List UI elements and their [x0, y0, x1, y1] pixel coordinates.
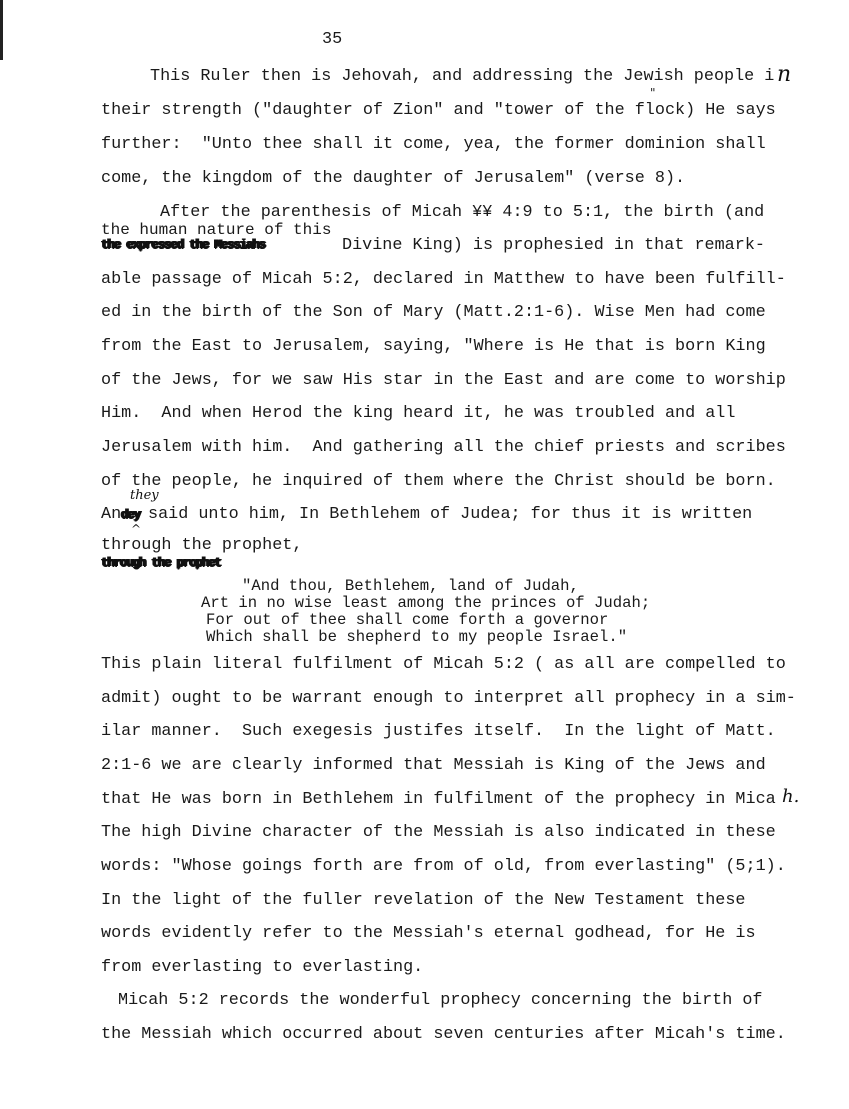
handwritten-correction: h.	[782, 786, 800, 807]
text-line: Divine King) is prophesied in that remark-	[342, 236, 765, 255]
text-line: Micah 5:2 records the wonderful prophecy concerning the birth of	[118, 991, 763, 1010]
text-line: ed in the birth of the Son of Mary (Matt.2:1-6). Wise Men had come	[101, 303, 766, 322]
text-line: 2:1-6 we are clearly informed that Messiah is King of the Jews and	[101, 756, 766, 775]
text-line: The high Divine character of the Messiah is also indicated in these	[101, 823, 776, 842]
struck-out-text: through the prophet	[101, 555, 221, 570]
text-line: through the prophet,	[101, 536, 303, 555]
text-line: In the light of the fuller revelation of the New Testament these	[101, 891, 746, 910]
handwritten-insertion: they	[130, 488, 159, 503]
text-line: After the parenthesis of Micah ¥¥ 4:9 to 5:1, the birth (and	[160, 203, 765, 222]
text-line: of the Jews, for we saw His star in the East and are come to worship	[101, 371, 786, 390]
text-line: from the East to Jerusalem, saying, "Where is He that is born King	[101, 337, 766, 356]
text-line: An	[101, 505, 122, 524]
inserted-line: the human nature of this	[101, 221, 332, 239]
text-line: the Messiah which occurred about seven centuries after Micah's time.	[101, 1025, 786, 1044]
text-line: their strength ("daughter of Zion" and "tower of the flock) He says	[101, 101, 776, 120]
caret-mark: ^	[131, 522, 142, 536]
verse-line: Art in no wise least among the princes of Judah;	[201, 594, 651, 612]
text-line: This plain literal fulfilment of Micah 5:2 ( as all are compelled to	[101, 655, 786, 674]
page-number: 35	[322, 30, 343, 49]
text-line: come, the kingdom of the daughter of Jerusalem" (verse 8).	[101, 169, 686, 188]
verse-line: Which shall be shepherd to my people Israel."	[206, 628, 628, 646]
text-line: words evidently refer to the Messiah's eternal godhead, for He is	[101, 924, 756, 943]
text-line: admit) ought to be warrant enough to interpret all prophecy in a sim-	[101, 689, 796, 708]
text-line: Jerusalem with him. And gathering all the chief priests and scribes	[101, 438, 786, 457]
text-line: that He was born in Bethlehem in fulfilment of the prophecy in Mica	[101, 790, 776, 809]
struck-out-text: the expressed the Messiahs	[101, 237, 265, 252]
text-line: further: "Unto thee shall it come, yea, the former dominion shall	[101, 135, 766, 154]
verse-line: For out of thee shall come forth a governor	[206, 611, 609, 629]
verse-line: "And thou, Bethlehem, land of Judah,	[242, 577, 579, 595]
handwritten-correction: n	[777, 62, 792, 87]
handwritten-quote: "	[650, 86, 656, 100]
text-line: This Ruler then is Jehovah, and addressing the Jewish people i	[150, 67, 775, 86]
text-line: from everlasting to everlasting.	[101, 958, 424, 977]
text-line: words: "Whose goings forth are from of old, from everlasting" (5;1).	[101, 857, 786, 876]
struck-out-text: dey	[121, 507, 140, 522]
text-line: able passage of Micah 5:2, declared in Matthew to have been fulfill-	[101, 270, 786, 289]
text-line: ilar manner. Such exegesis justifes itself. In the light of Matt.	[101, 722, 776, 741]
page-edge-mark	[0, 0, 3, 60]
text-line: of the people, he inquired of them where the Christ should be born.	[101, 472, 776, 491]
text-line: said unto him, In Bethlehem of Judea; for thus it is written	[148, 505, 753, 524]
text-line: Him. And when Herod the king heard it, he was troubled and all	[101, 404, 736, 423]
